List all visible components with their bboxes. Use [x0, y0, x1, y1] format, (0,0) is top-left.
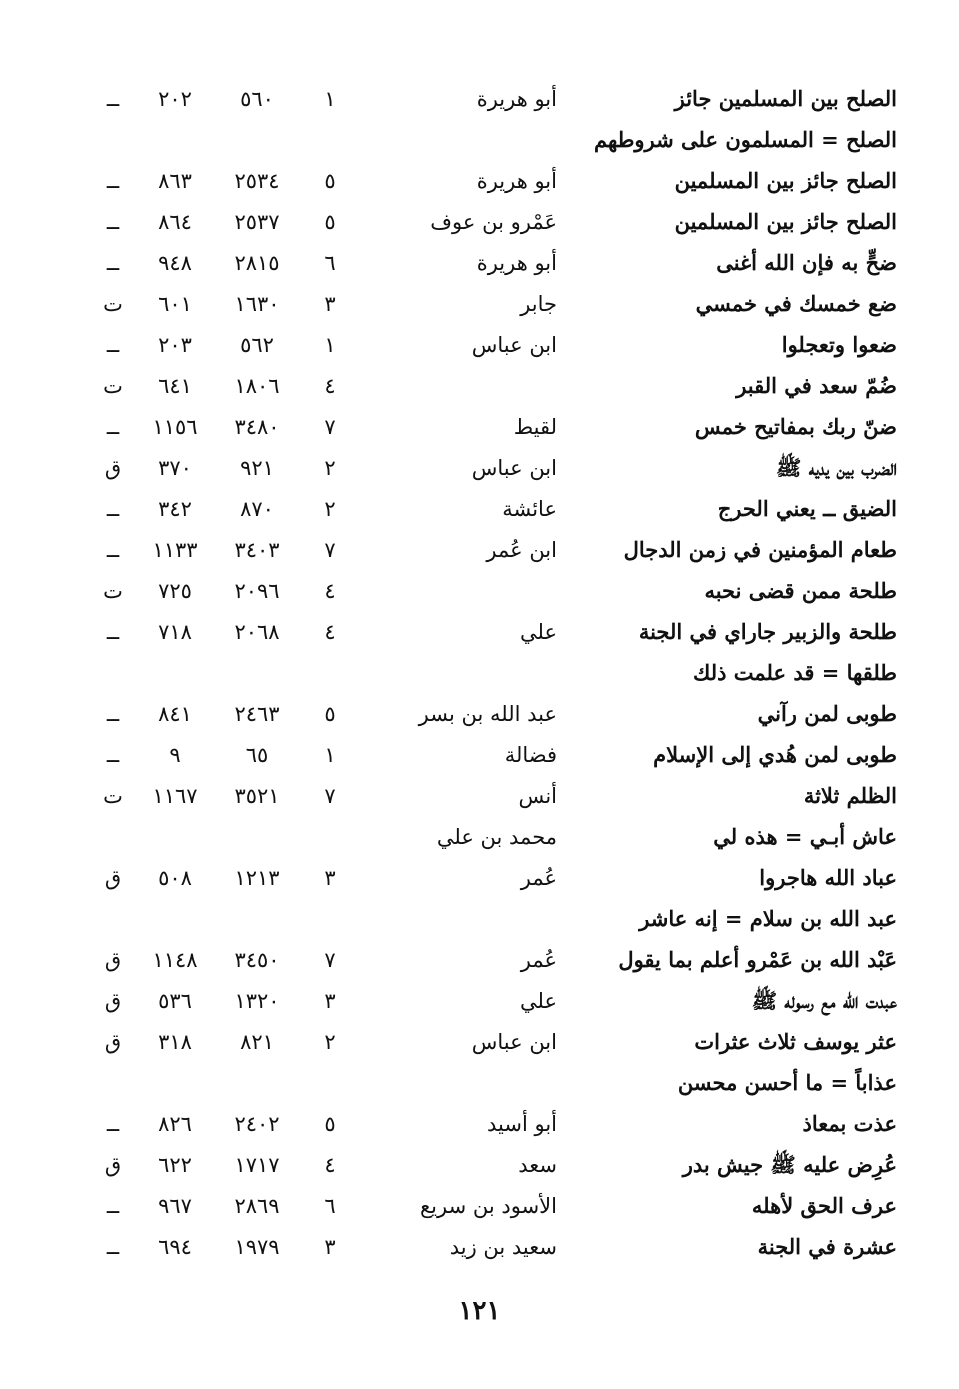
hadith-number: ١٢١٣: [234, 866, 280, 890]
page-reference: ١١٦٧: [152, 784, 198, 808]
hadith-number: ٥٦٢: [240, 333, 274, 357]
page-reference: ٨٤١: [158, 702, 192, 726]
source-mark: ــ: [106, 169, 120, 193]
hadith-number: ٨٧٠: [240, 497, 274, 521]
part-number: ٦: [324, 1194, 336, 1218]
narrator-name: محمد بن علي: [436, 825, 557, 849]
entry-text: عبد الله بن سلام = إنه عاشر: [639, 906, 897, 931]
part-number: ٢: [324, 1030, 336, 1054]
page-reference: ٨٦٣: [158, 169, 192, 193]
page-reference: ٣٧٠: [158, 456, 192, 480]
hadith-number: ٢٨١٥: [234, 251, 280, 275]
entry-text: طعام المؤمنين في زمن الدجال: [623, 537, 897, 562]
narrator-name: أبو أسيد: [487, 1112, 557, 1136]
narrator-name: عائشة: [502, 497, 557, 521]
page-reference: ١١٤٨: [152, 948, 198, 972]
index-row: [0, 900, 959, 941]
source-mark: ق: [104, 1153, 122, 1177]
hadith-number: ١٧١٧: [234, 1153, 280, 1177]
entry-text: ضع خمسك في خمسي: [695, 291, 897, 316]
source-mark: ت: [103, 579, 123, 603]
hadith-number: ٥٦٠: [240, 87, 274, 111]
entry-text: عبدت الله مع رسوله ﷺ: [751, 988, 897, 1013]
part-number: ٥: [324, 210, 336, 234]
page-reference: ٣٤٢: [158, 497, 192, 521]
narrator-name: أنس: [518, 784, 557, 808]
part-number: ٥: [324, 169, 336, 193]
part-number: ٣: [324, 292, 336, 316]
source-mark: ــ: [106, 497, 120, 521]
hadith-number: ٢٥٣٧: [234, 210, 280, 234]
source-mark: ــ: [106, 1112, 120, 1136]
narrator-name: فضالة: [504, 743, 557, 767]
source-mark: ــ: [106, 538, 120, 562]
index-row: [0, 1228, 959, 1269]
page-reference: ٥٠٨: [158, 866, 192, 890]
index-row: [0, 326, 959, 367]
source-mark: ق: [104, 456, 122, 480]
narrator-name: الأسود بن سريع: [420, 1194, 557, 1218]
part-number: ٤: [324, 374, 336, 398]
part-number: ٢: [324, 497, 336, 521]
hadith-number: ٩٢١: [240, 456, 274, 480]
entry-text: طوبى لمن هُدي إلى الإسلام: [653, 742, 897, 767]
index-row: [0, 736, 959, 777]
source-mark: ــ: [106, 251, 120, 275]
source-mark: ت: [103, 292, 123, 316]
page-reference: ٥٣٦: [158, 989, 192, 1013]
index-row: [0, 572, 959, 613]
index-row: [0, 408, 959, 449]
narrator-name: عَمْرو بن عوف: [430, 210, 557, 234]
hadith-number: ٦٥: [245, 743, 269, 767]
index-row: [0, 531, 959, 572]
page-reference: ٩٦٧: [158, 1194, 192, 1218]
narrator-name: ابن عُمر: [486, 538, 557, 562]
index-row: [0, 203, 959, 244]
page-reference: ٦٩٤: [158, 1235, 192, 1259]
source-mark: ــ: [106, 620, 120, 644]
entry-text: الظلم ثلاثة: [803, 783, 897, 808]
part-number: ٤: [324, 1153, 336, 1177]
entry-text: عثر يوسف ثلاث عثرات: [694, 1029, 897, 1054]
part-number: ١: [324, 333, 336, 357]
index-row: [0, 449, 959, 490]
narrator-name: أبو هريرة: [476, 169, 557, 193]
hadith-number: ٣٤٨٠: [234, 415, 280, 439]
narrator-name: جابر: [520, 292, 557, 316]
hadith-number: ٢٤٠٢: [234, 1112, 280, 1136]
narrator-name: ابن عباس: [471, 456, 557, 480]
index-row: [0, 367, 959, 408]
hadith-number: ٢٠٦٨: [234, 620, 280, 644]
entry-text: الضيق ــ يعني الحرج: [717, 496, 897, 521]
part-number: ٤: [324, 579, 336, 603]
entry-text: عُرِض عليه ﷺ جيش بدر: [682, 1152, 897, 1177]
index-row: [0, 285, 959, 326]
entry-text: ضعوا وتعجلوا: [781, 332, 897, 357]
part-number: ١: [324, 743, 336, 767]
hadith-number: ١٩٧٩: [234, 1235, 280, 1259]
part-number: ٧: [324, 415, 336, 439]
entry-text: ضنّ ربك بمفاتيح خمس: [694, 414, 897, 439]
entry-text: طلقها = قد علمت ذلك: [693, 660, 897, 685]
part-number: ٢: [324, 456, 336, 480]
source-mark: ــ: [106, 702, 120, 726]
page-reference: ١١٣٣: [152, 538, 198, 562]
entry-text: الصلح جائز بين المسلمين: [674, 209, 897, 234]
index-row: [0, 1023, 959, 1064]
source-mark: ق: [104, 866, 122, 890]
source-mark: ت: [103, 784, 123, 808]
index-row: [0, 941, 959, 982]
page-reference: ٨٢٦: [158, 1112, 192, 1136]
page-reference: ٦٠١: [158, 292, 192, 316]
index-row: [0, 162, 959, 203]
entry-text: الصلح = المسلمون على شروطهم: [594, 127, 897, 152]
hadith-number: ٣٤٥٠: [234, 948, 280, 972]
index-row: [0, 1064, 959, 1105]
source-mark: ــ: [106, 210, 120, 234]
hadith-number: ٢٥٣٤: [234, 169, 280, 193]
page-reference: ٦٤١: [158, 374, 192, 398]
hadith-number: ١٨٠٦: [234, 374, 280, 398]
hadith-number: ٣٥٢١: [234, 784, 280, 808]
entry-text: طلحة والزبير جاراي في الجنة: [638, 619, 897, 644]
narrator-name: أبو هريرة: [476, 87, 557, 111]
source-mark: ــ: [106, 1194, 120, 1218]
entry-text: عَبْد الله بن عَمْرو أعلم بما يقول: [618, 947, 897, 972]
narrator-name: ابن عباس: [471, 1030, 557, 1054]
entry-text: ضُمّ سعد في القبر: [736, 373, 897, 398]
entry-text: عرف الحق لأهله: [751, 1193, 897, 1218]
index-row: [0, 859, 959, 900]
narrator-name: لقيط: [513, 415, 557, 439]
source-mark: ــ: [106, 415, 120, 439]
source-mark: ــ: [106, 333, 120, 357]
entry-text: الصلح جائز بين المسلمين: [674, 168, 897, 193]
page-number: ١٢١: [458, 1296, 501, 1326]
index-row: [0, 1146, 959, 1187]
index-row: [0, 818, 959, 859]
source-mark: ــ: [106, 1235, 120, 1259]
part-number: ٣: [324, 989, 336, 1013]
narrator-name: عبد الله بن بسر: [418, 702, 557, 726]
hadith-number: ١٦٣٠: [234, 292, 280, 316]
entry-text: طلحة ممن قضى نحبه: [704, 578, 897, 603]
page-reference: ٢٠٣: [158, 333, 192, 357]
index-row: [0, 695, 959, 736]
entry-text: عذت بمعاذ: [802, 1111, 897, 1136]
entry-text: الصلح بين المسلمين جائز: [674, 86, 897, 111]
page-reference: ١١٥٦: [152, 415, 198, 439]
narrator-name: علي: [520, 989, 557, 1013]
part-number: ٧: [324, 538, 336, 562]
hadith-index-table: [0, 80, 959, 1269]
index-row: [0, 1105, 959, 1146]
hadith-number: ٢٨٦٩: [234, 1194, 280, 1218]
part-number: ٣: [324, 866, 336, 890]
source-mark: ق: [104, 989, 122, 1013]
index-row: [0, 1187, 959, 1228]
source-mark: ق: [104, 948, 122, 972]
entry-text: طوبى لمن رآني: [757, 701, 897, 726]
index-row: [0, 777, 959, 818]
entry-text: عذاباً = ما أحسن محسن: [677, 1070, 897, 1095]
page-reference: ٩: [169, 743, 181, 767]
source-mark: ت: [103, 374, 123, 398]
index-row: [0, 80, 959, 121]
page-reference: ٨٦٤: [158, 210, 192, 234]
hadith-number: ١٣٢٠: [234, 989, 280, 1013]
hadith-number: ٨٢١: [240, 1030, 274, 1054]
narrator-name: أبو هريرة: [476, 251, 557, 275]
part-number: ٦: [324, 251, 336, 275]
part-number: ٣: [324, 1235, 336, 1259]
page-reference: ٣١٨: [158, 1030, 192, 1054]
index-row: [0, 244, 959, 285]
page-reference: ٧١٨: [158, 620, 192, 644]
source-mark: ــ: [106, 87, 120, 111]
narrator-name: ابن عباس: [471, 333, 557, 357]
entry-text: الضرب بين يديه ﷺ: [776, 455, 897, 480]
entry-text: عشرة في الجنة: [757, 1234, 897, 1259]
part-number: ١: [324, 87, 336, 111]
page-reference: ٩٤٨: [158, 251, 192, 275]
narrator-name: عُمر: [520, 866, 557, 890]
index-row: [0, 613, 959, 654]
narrator-name: سعيد بن زيد: [449, 1235, 557, 1259]
entry-text: ضحٍّ به فإن الله أغنى: [716, 250, 897, 275]
source-mark: ــ: [106, 743, 120, 767]
entry-text: عباد الله هاجروا: [759, 865, 897, 890]
entry-text: عاش أبـي = هذه لي: [713, 824, 897, 849]
part-number: ٧: [324, 784, 336, 808]
part-number: ٤: [324, 620, 336, 644]
hadith-number: ٢٠٩٦: [234, 579, 280, 603]
narrator-name: علي: [520, 620, 557, 644]
narrator-name: سعد: [518, 1153, 557, 1177]
page-reference: ٦٢٢: [158, 1153, 192, 1177]
part-number: ٧: [324, 948, 336, 972]
page-reference: ٧٢٥: [158, 579, 192, 603]
index-row: [0, 490, 959, 531]
hadith-number: ٣٤٠٣: [234, 538, 280, 562]
part-number: ٥: [324, 702, 336, 726]
index-row: [0, 121, 959, 162]
index-row: [0, 982, 959, 1023]
hadith-number: ٢٤٦٣: [234, 702, 280, 726]
narrator-name: عُمر: [520, 948, 557, 972]
source-mark: ق: [104, 1030, 122, 1054]
part-number: ٥: [324, 1112, 336, 1136]
page-reference: ٢٠٢: [158, 87, 192, 111]
index-row: [0, 654, 959, 695]
